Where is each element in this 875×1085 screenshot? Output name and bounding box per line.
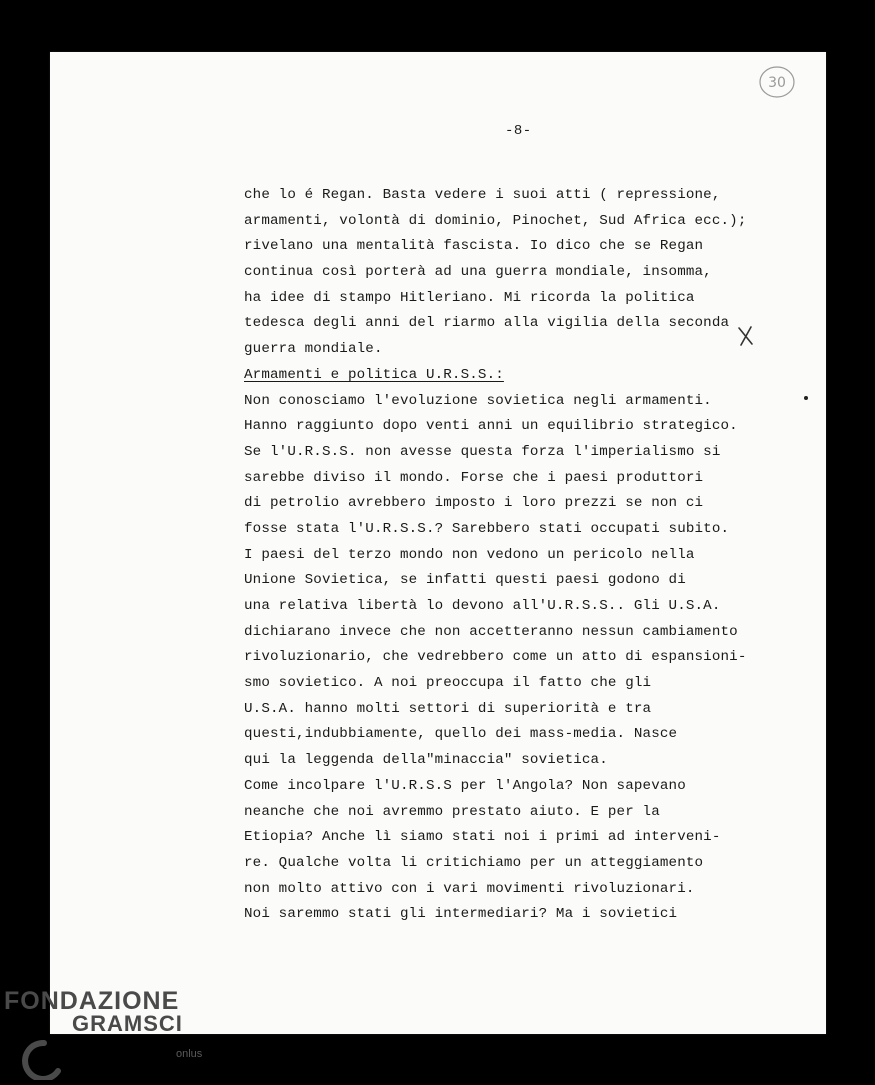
text-line: neanche che noi avremmo prestato aiuto. E per la [244,803,660,820]
text-line: sarebbe diviso il mondo. Forse che i paesi produttori [244,469,704,486]
typed-body [244,183,804,928]
text-line: armamenti, volontà di dominio, Pinochet, Sud Africa ecc.); [244,212,747,229]
stamp-number: 30 [768,75,786,91]
text-line: Unione Sovietica, se infatti questi paesi godono di [244,572,686,589]
text-line: rivoluzionario, che vedrebbero come un atto di espansioni- [244,649,747,666]
text-line: tedesca degli anni del riarmo alla vigilia della seconda [244,315,730,332]
text-line: ha idee di stampo Hitleriano. Mi ricorda la politica [244,289,695,306]
watermark-line1: FONDAZIONE [4,987,180,1015]
text-line: che lo é Regan. Basta vedere i suoi atti ( repressione, [244,187,721,203]
text-line: dichiarano invece che non accetteranno nessun cambiamento [244,623,738,640]
text-line: I paesi del terzo mondo non vedono un pericolo nella [244,546,695,563]
watermark-line2: GRAMSCI [72,1011,183,1036]
text-line: una relativa libertà lo devono all'U.R.S.S.. Gli U.S.A. [244,598,721,614]
margin-dot [804,396,808,400]
watermark-logo-arc [25,1043,58,1079]
watermark-line3: onlus [176,1048,203,1060]
text-line: fosse stata l'U.R.S.S.? Sarebbero stati occupati subito. [244,520,730,537]
text-line: questi,indubbiamente, quello dei mass-media. Nasce [244,726,678,743]
page-number: -8- [505,123,532,139]
text-line: continua così porterà ad una guerra mondiale, insomma, [244,264,712,281]
text-line: non molto attivo con i vari movimenti rivoluzionari. [244,880,695,897]
text-line: guerra mondiale. [244,341,383,358]
text-line: qui la leggenda della"minaccia" sovietica. [244,752,608,769]
fondazione-gramsci-watermark [0,985,240,1080]
text-line: smo sovietico. A noi preoccupa il fatto che gli [244,675,652,692]
text-line: Hanno raggiunto dopo venti anni un equilibrio strategico. [244,418,738,435]
text-line: Etiopia? Anche lì siamo stati noi i primi ad interveni- [244,829,721,846]
text-line: rivelano una mentalità fascista. Io dico che se Regan [244,238,704,255]
archive-stamp [757,64,797,100]
text-line: re. Qualche volta li critichiamo per un atteggiamento [244,854,704,871]
text-line: Non conosciamo l'evoluzione sovietica negli armamenti. [244,392,712,409]
text-line: di petrolio avrebbero imposto i loro prezzi se non ci [244,495,704,512]
text-line: U.S.A. hanno molti settori di superiorità e tra [244,700,652,717]
text-line: Noi saremmo stati gli intermediari? Ma i sovietici [244,906,678,923]
section-heading [244,363,804,389]
section-heading-text: Armamenti e politica U.R.S.S.: [244,366,504,383]
text-line: Se l'U.R.S.S. non avesse questa forza l'imperialismo si [244,443,721,460]
document-page [50,52,826,1034]
text-line: Come incolpare l'U.R.S.S per l'Angola? Non sapevano [244,777,686,794]
